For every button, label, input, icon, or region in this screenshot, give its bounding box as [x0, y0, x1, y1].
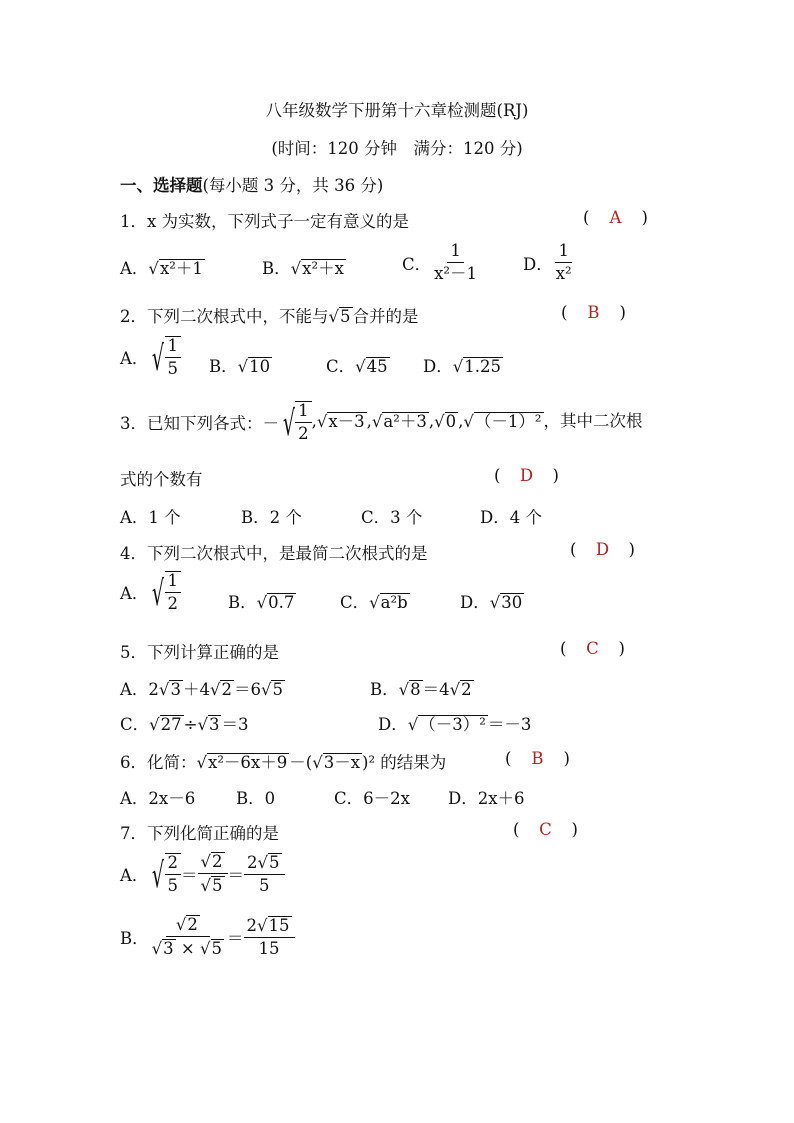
q2-option-c: C．√45	[326, 357, 388, 376]
question-3-line2: 式的个数有	[120, 470, 203, 489]
question-7-stem: 7．下列化简正确的是	[120, 824, 279, 843]
q2-option-b: B．√10	[209, 357, 271, 376]
question-4-stem: 4．下列二次根式中，是最简二次根式的是	[120, 544, 428, 563]
q3-option-d: D．4 个	[480, 508, 542, 527]
answer-letter: C	[539, 820, 552, 839]
q2-option-a: A． √ $\frac{1}{5}$	[120, 336, 181, 378]
section-note: (每小题 3 分，共 36 分)	[202, 176, 384, 195]
q7-option-a: A． √ $\frac{2}{5}$ ＝ $\frac{√2}{√5}$ ＝ $\frac{2√5}{5}$	[120, 852, 285, 895]
question-5-stem: 5．下列计算正确的是	[120, 643, 279, 662]
q2-option-d: D．√1.25	[423, 357, 501, 376]
q4-option-a: A． √ $\frac{1}{2}$	[120, 571, 181, 613]
question-3-answer: ( D )	[494, 466, 559, 485]
question-7-answer: ( C )	[513, 820, 578, 839]
q4-option-b: B．√0.7	[228, 593, 295, 612]
q6-option-c: C．6－2x	[334, 789, 410, 808]
answer-letter: B	[531, 749, 544, 768]
q6-option-d: D．2x＋6	[448, 789, 525, 808]
answer-letter: B	[587, 303, 600, 322]
question-2-stem: 2．下列二次根式中，不能与√5 合并的是	[120, 307, 419, 326]
question-2-answer: ( B )	[561, 303, 626, 322]
q4-option-c: C．√a²b	[340, 593, 408, 612]
q1-option-a: A．√x²＋1	[120, 259, 203, 278]
answer-letter: D	[519, 466, 534, 485]
section-heading: 一、选择题	[120, 176, 203, 195]
question-1-stem: 1．x 为实数，下列式子一定有意义的是	[120, 212, 410, 231]
answer-letter: C	[586, 639, 599, 658]
answer-letter: A	[609, 208, 622, 227]
question-6-stem: 6．化简：√x²－6x＋9 －(√3－x )² 的结果为	[120, 753, 447, 772]
q3-option-c: C．3 个	[361, 508, 423, 527]
q7-option-b: B． $\frac{√2}{√3 \times √5}$ ＝ $\frac{2√15}{15}$	[120, 915, 295, 958]
q5-option-b: B．√8 ＝4√2	[370, 680, 472, 699]
q6-option-b: B．0	[236, 789, 276, 808]
q5-option-a: A．2√3 ＋4√2 ＝6√5	[120, 680, 283, 699]
q5-option-c: C．√27 ÷√3 ＝3	[120, 715, 249, 734]
q3-option-b: B．2 个	[241, 508, 302, 527]
section-title	[120, 172, 383, 196]
q5-option-d: D．√（－3）² ＝－3	[378, 715, 532, 734]
q1-option-d: D． $\frac{1}{\text{x²}}$	[523, 241, 572, 284]
question-1-answer: ( A )	[583, 208, 648, 227]
page-subtitle: (时间：120 分钟 满分：120 分)	[271, 139, 523, 158]
q6-option-a: A．2x－6	[120, 789, 196, 808]
q4-option-d: D．√30	[460, 593, 523, 612]
question-4-answer: ( D )	[570, 540, 635, 559]
question-6-answer: ( B )	[505, 749, 570, 768]
question-5-answer: ( C )	[560, 639, 625, 658]
question-3-stem: 3．已知下列各式：－ √ $\frac{1}{2}$ ,√x－3 ,√a²＋3 ,√0 ,√（－1）² ，其中二次根	[120, 401, 643, 445]
page-title: 八年级数学下册第十六章检测题(RJ)	[265, 101, 529, 120]
q3-option-a: A．1 个	[120, 508, 181, 527]
answer-letter: D	[595, 540, 610, 559]
q1-option-c: C． $\frac{1}{\text{x²－1}}$	[402, 241, 478, 284]
q1-option-b: B．√x²＋x	[262, 259, 344, 278]
